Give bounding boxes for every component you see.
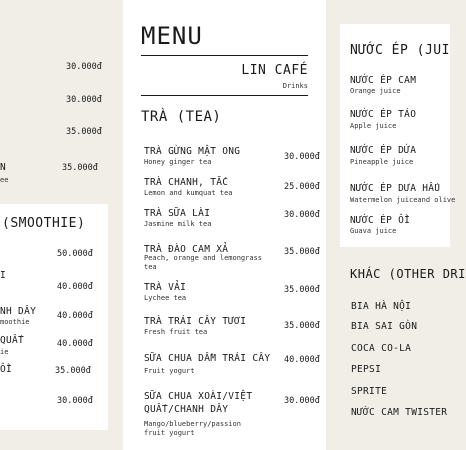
item-sub: Mango/blueberry/passion bbox=[144, 420, 241, 428]
tea-menu-card bbox=[123, 0, 326, 450]
price: 35.000đ bbox=[62, 163, 98, 173]
price: 35.000đ bbox=[66, 127, 102, 137]
item-name: ỔI bbox=[0, 364, 13, 375]
item-sub: Guava juice bbox=[350, 227, 397, 235]
juice-card bbox=[340, 24, 456, 247]
price: 30.000đ bbox=[284, 210, 320, 220]
item-sub: Apple juice bbox=[350, 122, 397, 130]
smoothie-card bbox=[0, 204, 108, 430]
price: 50.000đ bbox=[57, 249, 93, 259]
price: 40.000đ bbox=[57, 339, 93, 349]
item-sub: Lemon and kumquat tea bbox=[144, 189, 233, 197]
item-name: SPRITE bbox=[351, 386, 388, 397]
price: 40.000đ bbox=[57, 311, 93, 321]
menu-title: MENU bbox=[141, 22, 203, 50]
section-title: TRÀ (TEA) bbox=[141, 109, 222, 125]
item-name: QUẤT/CHANH DÂY bbox=[144, 404, 229, 415]
item-sub: tea bbox=[144, 263, 157, 271]
item-name: PEPSI bbox=[351, 364, 382, 375]
price: 30.000đ bbox=[66, 62, 102, 72]
item-sub: Fruit yogurt bbox=[144, 367, 195, 375]
price: 35.000đ bbox=[284, 247, 320, 257]
item-name: COCA CO-LA bbox=[351, 343, 412, 354]
item-name: NƯỚC ÉP DƯA HẤU bbox=[350, 183, 441, 194]
price: 30.000đ bbox=[284, 396, 320, 406]
item-sub: Honey ginger tea bbox=[144, 158, 212, 166]
item-name: NƯỚC ÉP TÁO bbox=[350, 109, 417, 120]
brand-name: LIN CAFÉ bbox=[241, 63, 308, 78]
item-name: NƯỚC ÉP ỔI bbox=[350, 215, 411, 226]
title-divider bbox=[141, 55, 308, 56]
price: 35.000đ bbox=[55, 366, 91, 376]
item-name: N bbox=[0, 162, 7, 173]
brand-divider bbox=[141, 95, 308, 96]
section-title: KHÁC (OTHER DRI bbox=[350, 267, 466, 281]
item-name: TRÀ GỪNG MẬT ONG bbox=[144, 146, 241, 157]
item-name: TRÀ CHANH, TẮC bbox=[144, 177, 229, 188]
section-title: (SMOOTHIE) bbox=[2, 216, 86, 231]
price: 40.000đ bbox=[57, 282, 93, 292]
item-sub: Peach, orange and lemongrass bbox=[144, 254, 263, 262]
brand-subtitle: Drinks bbox=[282, 82, 308, 90]
item-name: TRÀ SỮA LÀI bbox=[144, 208, 211, 219]
item-name: TRÀ TRÁI CÂY TƯƠI bbox=[144, 316, 247, 327]
price: 35.000đ bbox=[284, 285, 320, 295]
price: 40.000đ bbox=[284, 355, 320, 365]
price: 30.000đ bbox=[57, 396, 93, 406]
item-sub: Fresh fruit tea bbox=[144, 328, 208, 336]
item-name: SỮA CHUA DẦM TRÁI CÂY bbox=[144, 353, 271, 364]
price: 30.000đ bbox=[284, 152, 320, 162]
item-sub: ee bbox=[0, 176, 9, 184]
item-name: NH DÂY bbox=[0, 306, 37, 317]
price: 35.000đ bbox=[284, 321, 320, 331]
item-sub: Jasmine milk tea bbox=[144, 220, 212, 228]
item-sub: Pineapple juice bbox=[350, 158, 414, 166]
section-title: NƯỚC ÉP (JUI bbox=[350, 43, 450, 58]
item-sub: Watermelon juiceand olive bbox=[350, 196, 456, 204]
item-name: SỮA CHUA XOÀI/VIỆT bbox=[144, 391, 253, 402]
price: 25.000đ bbox=[284, 182, 320, 192]
price: 30.000đ bbox=[66, 95, 102, 105]
item-name: NƯỚC ÉP DỨA bbox=[350, 145, 417, 156]
item-name: NƯỚC CAM TWISTER bbox=[351, 407, 448, 418]
item-name: I bbox=[0, 270, 7, 281]
item-name: BIA HÀ NỘI bbox=[351, 301, 412, 312]
item-sub: Lychee tea bbox=[144, 294, 187, 302]
item-sub: fruit yogurt bbox=[144, 429, 195, 437]
item-name: NƯỚC ÉP CAM bbox=[350, 75, 417, 86]
item-sub: moothie bbox=[0, 318, 30, 326]
item-name: TRÀ VẢI bbox=[144, 282, 187, 293]
item-sub: ie bbox=[0, 348, 9, 356]
item-name: BIA SAI GÒN bbox=[351, 321, 418, 332]
item-sub: Orange juice bbox=[350, 87, 401, 95]
item-name: QUẤT bbox=[0, 335, 25, 346]
item-name: TRÀ ĐÀO CAM XẢ bbox=[144, 244, 229, 255]
